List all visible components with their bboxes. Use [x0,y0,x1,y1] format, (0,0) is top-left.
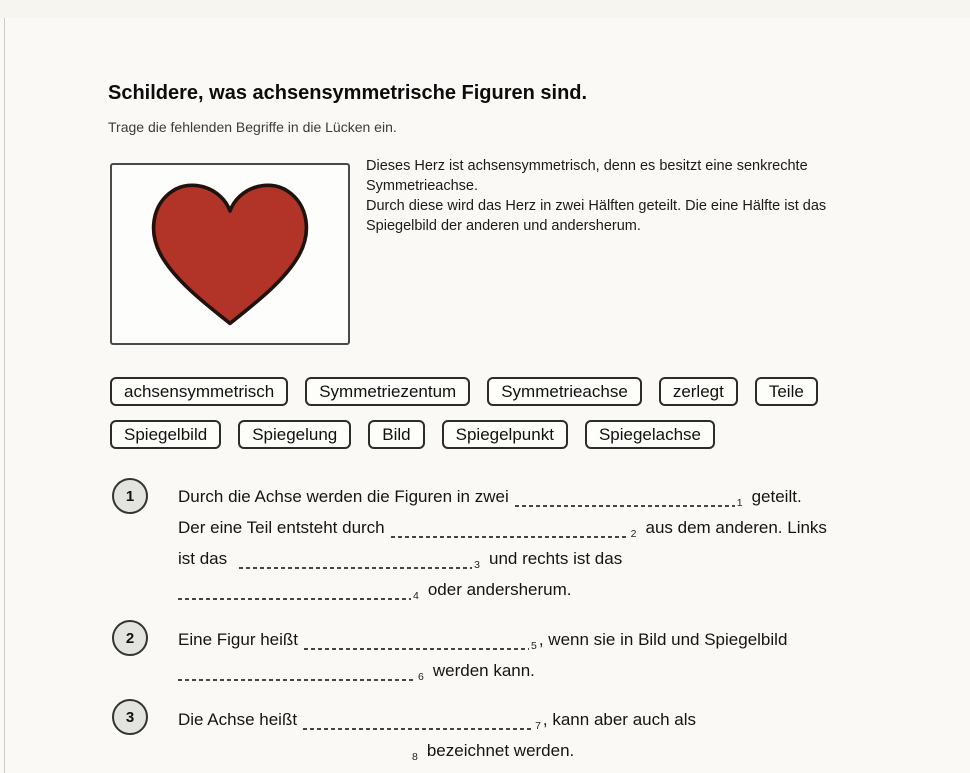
answer-blank[interactable] [178,747,410,761]
answer-blank[interactable] [391,524,629,538]
answer-blank[interactable] [239,555,472,569]
exercise-number-badge: 2 [112,620,148,656]
answer-blank[interactable] [178,667,416,681]
blank-number: 8 [412,751,418,763]
blank-number: 3 [474,559,480,571]
exercise-line [178,630,787,656]
intro-line: Dieses Herz ist achsensymmetrisch, denn es besitzt eine senkrechte [366,158,808,174]
intro-line: Symmetrieachse. [366,178,479,194]
line-text: Durch die Achse werden die Figuren in zwei [178,487,509,506]
word-chip[interactable]: Symmetrieachse [487,377,642,406]
answer-blank[interactable] [304,636,529,650]
exercise-line [178,518,827,544]
blank-number: 2 [630,528,637,540]
blank-number: 1 [736,497,743,509]
word-chip[interactable]: Spiegelung [238,420,351,449]
exercise-line [178,710,696,736]
line-text: ist das [178,549,228,568]
word-chip[interactable]: achsensymmetrisch [110,377,288,406]
word-chip[interactable]: Teile [755,377,818,406]
word-chip[interactable]: Bild [368,420,424,449]
word-chip[interactable]: Symmetriezentum [305,377,470,406]
line-text: Eine Figur heißt [178,630,298,649]
exercise-line [178,580,571,606]
intro-line: Spiegelbild der anderen und andersherum. [366,218,641,234]
line-text: , wenn sie in Bild und Spiegelbild [538,630,788,649]
line-text: aus dem anderen. Links [645,518,827,537]
blank-number: 5 [531,640,537,652]
blank-number: 7 [535,720,541,732]
blank-number: 6 [418,671,424,683]
answer-blank[interactable] [515,493,735,507]
line-text: Der eine Teil entsteht durch [178,518,385,537]
exercise-number-badge: 3 [112,699,148,735]
answer-blank[interactable] [178,586,411,600]
line-text: Die Achse heißt [178,710,298,729]
heart-figure-box [110,163,350,345]
word-chip[interactable]: Spiegelpunkt [442,420,568,449]
intro-line: Durch diese wird das Herz in zwei Hälften geteilt. Die eine Hälfte ist das [366,198,827,214]
exercise-line [178,549,622,575]
exercise-line [178,741,574,767]
word-chip[interactable]: zerlegt [659,377,738,406]
line-text: geteilt. [751,487,802,506]
word-bank-row-1 [110,377,818,406]
blank-number: 4 [413,590,419,602]
line-text: , kann aber auch als [542,710,697,729]
line-text: oder andersherum. [427,580,572,599]
exercise-line [178,661,535,687]
word-chip[interactable]: Spiegelachse [585,420,715,449]
answer-blank[interactable] [303,716,533,730]
page-edge-line [4,18,5,773]
intro-paragraph [366,156,826,236]
page-title: Schildere, was achsensymmetrische Figuren sind. [108,82,588,104]
exercise-number-badge: 1 [112,478,148,514]
exercise-line [178,487,802,513]
page-instruction: Trage die fehlenden Begriffe in die Lücken ein. [108,119,397,135]
heart-icon [146,178,314,330]
line-text: und rechts ist das [488,549,623,568]
word-bank-row-2 [110,420,715,449]
word-chip[interactable]: Spiegelbild [110,420,221,449]
line-text: bezeichnet werden. [426,741,575,760]
line-text: werden kann. [432,661,535,680]
top-band [0,0,970,18]
